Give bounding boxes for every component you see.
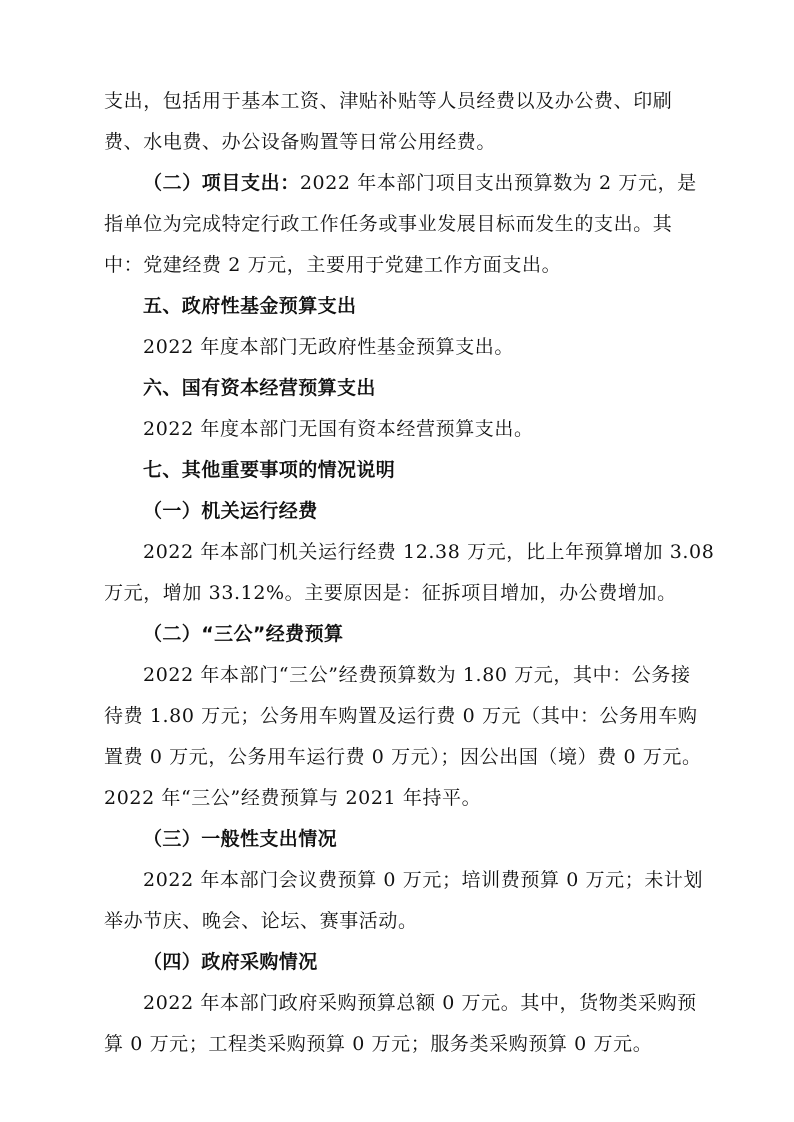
subsection-heading-7-2: （二）“三公”经费预算	[143, 623, 344, 645]
paragraph-line: 费、水电费、办公设备购置等日常公用经费。	[104, 131, 497, 153]
paragraph-line: 算 0 万元；工程类采购预算 0 万元；服务类采购预算 0 万元。	[104, 1033, 653, 1055]
subsection-heading-7-3: （三）一般性支出情况	[143, 828, 338, 850]
section-heading-7: 七、其他重要事项的情况说明	[143, 459, 396, 481]
section-heading-5: 五、政府性基金预算支出	[143, 295, 357, 317]
paragraph-line: 2022 年本部门政府采购预算总额 0 万元。其中，货物类采购预	[143, 992, 697, 1014]
paragraph-line: 中：党建经费 2 万元，主要用于党建工作方面支出。	[104, 254, 562, 276]
paragraph-line: 万元，增加 33.12%。主要原因是：征拆项目增加，办公费增加。	[104, 582, 677, 604]
paragraph-text: 2022 年本部门项目支出预算数为 2 万元，是	[299, 172, 697, 194]
paragraph-line: 指单位为完成特定行政工作任务或事业发展目标而发生的支出。其	[104, 213, 673, 235]
paragraph-line: 2022 年本部门“三公”经费预算数为 1.80 万元，其中：公务接	[143, 664, 691, 686]
paragraph-line: 2022 年本部门会议费预算 0 万元；培训费预算 0 万元；未计划	[143, 869, 704, 891]
paragraph-line: 举办节庆、晚会、论坛、赛事活动。	[104, 910, 418, 932]
paragraph-line	[143, 171, 697, 195]
paragraph-line: 支出，包括用于基本工资、津贴补贴等人员经费以及办公费、印刷	[104, 90, 673, 112]
subsection-heading-7-1: （一）机关运行经费	[143, 500, 318, 522]
subheading-project-expense: （二）项目支出：	[143, 172, 300, 194]
paragraph-line: 置费 0 万元，公务用车运行费 0 万元）；因公出国（境）费 0 万元。	[104, 746, 702, 768]
section-heading-6: 六、国有资本经营预算支出	[143, 377, 376, 399]
paragraph-line: 2022 年“三公”经费预算与 2021 年持平。	[104, 787, 482, 809]
paragraph-line: 2022 年度本部门无政府性基金预算支出。	[143, 336, 514, 358]
paragraph-line: 2022 年度本部门无国有资本经营预算支出。	[143, 418, 534, 440]
paragraph-line: 待费 1.80 万元；公务用车购置及运行费 0 万元（其中：公务用车购	[104, 705, 698, 727]
subsection-heading-7-4: （四）政府采购情况	[143, 951, 318, 973]
paragraph-line: 2022 年本部门机关运行经费 12.38 万元，比上年预算增加 3.08	[143, 541, 715, 563]
